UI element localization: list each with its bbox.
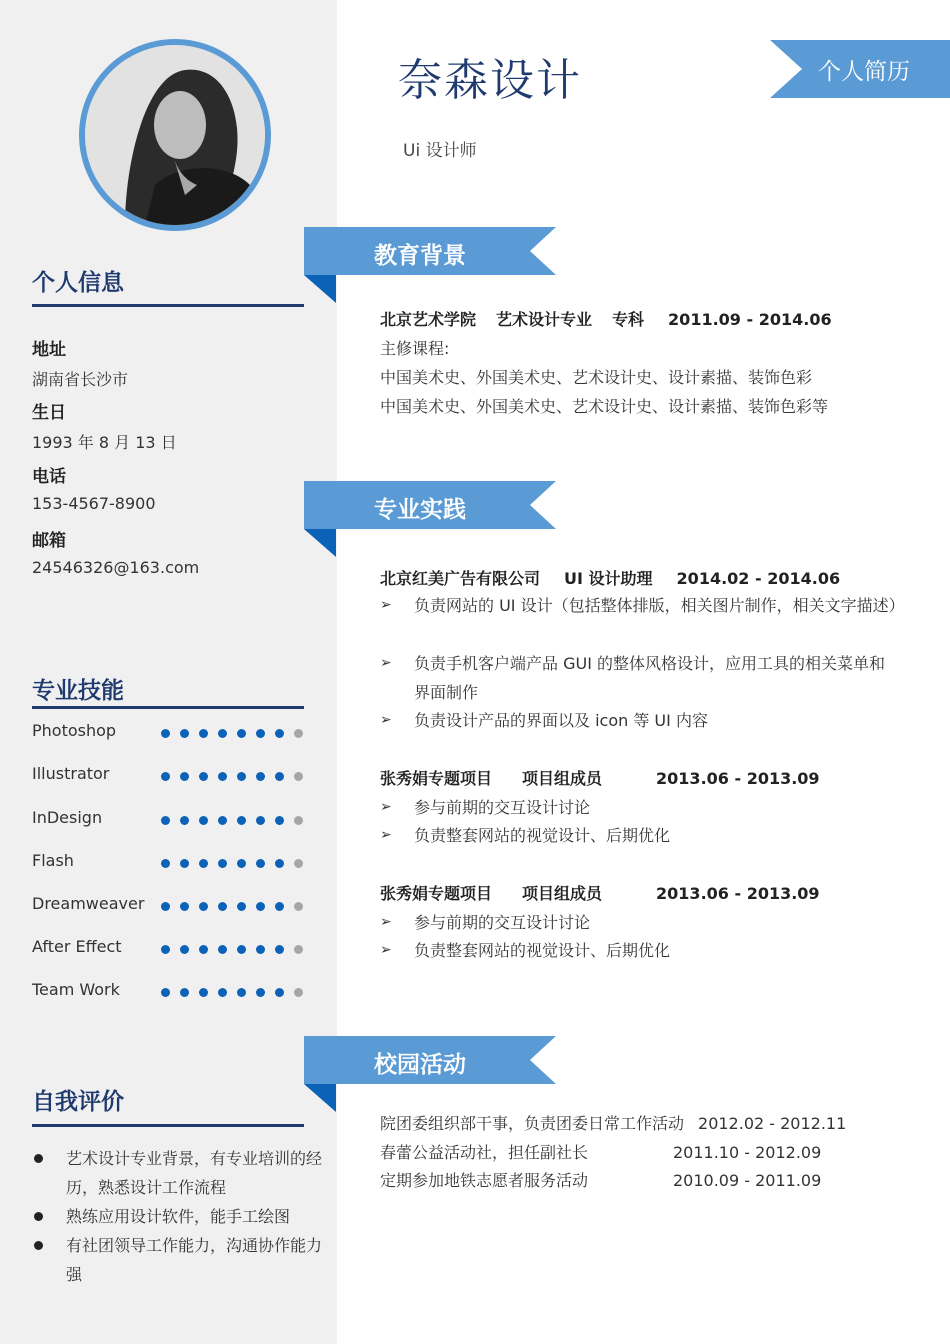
self-eval-list [32,1144,332,1289]
skill-dot-filled [199,816,208,825]
self-eval-item: 艺术设计专业背景，有专业培训的经历，熟悉设计工作流程 [32,1144,332,1202]
company-name: 张秀娟专题项目 [380,769,493,788]
skill-dot-filled [256,902,265,911]
duty-item: ➢ 参与前期的交互设计讨论 [380,908,900,937]
campus-desc: 春蕾公益活动社，担任副社长 [380,1143,589,1162]
skill-dot-empty [294,772,303,781]
resume-tag-label: 个人简历 [818,59,910,85]
skill-dot-filled [237,902,246,911]
company-name: 北京红美广告有限公司 [380,569,541,588]
skill-dot-filled [161,859,170,868]
avatar [79,39,271,231]
skill-name: After Effect [32,937,122,956]
skill-dot-filled [275,945,284,954]
skill-dot-filled [180,816,189,825]
duty-item: ➢ 负责手机客户端产品 GUI 的整体风格设计，应用工具的相关菜单和界面制作 [380,649,900,707]
campus-period: 2012.02 - 2012.11 [698,1114,847,1133]
job-role: 项目组成员 [522,884,603,903]
self-eval-rule [32,1124,304,1127]
education-title: 教育背景 [374,243,466,269]
address-value: 湖南省长沙市 [32,370,129,389]
skill-dot-filled [237,772,246,781]
skill-row [32,808,307,832]
school-name: 北京艺术学院 [380,310,477,329]
skill-dot-filled [180,988,189,997]
birth-value: 1993 年 8 月 13 日 [32,433,177,452]
email-label: 邮箱 [32,531,66,551]
skill-dot-filled [161,772,170,781]
skill-dot-filled [218,902,227,911]
skill-row [32,980,307,1004]
duty-item: ➢ 负责设计产品的界面以及 icon 等 UI 内容 [380,706,900,735]
campus-period: 2011.10 - 2012.09 [673,1143,822,1162]
personal-info-rule [32,304,304,307]
arrow-icon: ➢ [380,914,392,930]
education-header [380,307,832,330]
arrow-icon: ➢ [380,712,392,728]
skill-dot-filled [180,729,189,738]
practice-ribbon [304,481,556,557]
skills-title: 专业技能 [32,678,124,704]
campus-ribbon [304,1036,556,1112]
skill-dot-filled [256,729,265,738]
campus-desc: 定期参加地铁志愿者服务活动 [380,1171,589,1190]
phone-value: 153-4567-8900 [32,494,156,513]
skill-dot-filled [256,945,265,954]
skill-dot-filled [180,772,189,781]
skill-dot-filled [218,945,227,954]
skill-row [32,764,307,788]
skill-dot-filled [256,859,265,868]
skill-dot-filled [199,945,208,954]
arrow-icon: ➢ [380,827,392,843]
skill-row [32,721,307,745]
arrow-icon: ➢ [380,597,392,613]
skill-dot-filled [275,859,284,868]
skill-dot-filled [275,988,284,997]
skill-dot-filled [237,816,246,825]
campus-item [380,1111,846,1134]
education-period: 2011.09 - 2014.06 [668,310,832,329]
skill-dot-filled [256,988,265,997]
skill-dot-filled [237,945,246,954]
skill-name: InDesign [32,808,103,827]
skill-dot-empty [294,988,303,997]
skill-dot-filled [180,945,189,954]
skill-name: Illustrator [32,764,110,783]
degree-name: 专科 [612,310,645,329]
personal-info-title: 个人信息 [32,270,124,296]
duty-item: ➢ 参与前期的交互设计讨论 [380,793,900,822]
resume-tag [770,40,950,98]
skill-dot-filled [218,816,227,825]
job-period: 2013.06 - 2013.09 [656,769,820,788]
practice-title: 专业实践 [374,497,466,523]
skill-dot-filled [237,859,246,868]
skill-dot-empty [294,902,303,911]
name-title: 奈森设计 [398,55,582,106]
campus-title: 校园活动 [374,1052,466,1078]
campus-desc: 院团委组织部干事，负责团委日常工作活动 [380,1114,685,1133]
skill-name: Dreamweaver [32,894,145,913]
skill-dot-empty [294,729,303,738]
duty-item: ➢ 负责整套网站的视觉设计、后期优化 [380,936,900,965]
email-value: 24546326@163.com [32,558,200,577]
skill-dot-filled [237,729,246,738]
arrow-icon: ➢ [380,655,392,671]
campus-item [380,1140,821,1163]
job-title: Ui 设计师 [403,141,477,161]
birth-label: 生日 [32,403,66,423]
skill-dot-filled [180,859,189,868]
phone-label: 电话 [32,467,66,487]
self-eval-item: 熟练应用设计软件，能手工绘图 [32,1202,332,1231]
skill-dot-filled [161,816,170,825]
education-ribbon [304,227,556,303]
arrow-icon: ➢ [380,799,392,815]
job-role: 项目组成员 [522,769,603,788]
address-label: 地址 [32,340,66,360]
skill-dot-filled [218,859,227,868]
skill-dot-filled [199,729,208,738]
skill-dot-filled [275,772,284,781]
campus-item [380,1168,821,1191]
skills-rule [32,706,304,709]
skill-dot-filled [218,772,227,781]
skill-dot-empty [294,945,303,954]
job-role: UI 设计助理 [564,569,653,588]
arrow-icon: ➢ [380,942,392,958]
skill-name: Photoshop [32,721,117,740]
major-name: 艺术设计专业 [496,310,593,329]
duty-item: ➢ 负责整套网站的视觉设计、后期优化 [380,821,900,850]
profile-photo [85,45,265,225]
job-header [380,766,820,789]
skill-dot-empty [294,816,303,825]
skill-dot-filled [256,816,265,825]
skill-dot-filled [199,772,208,781]
skill-dot-filled [218,729,227,738]
skill-dot-filled [161,988,170,997]
skill-dot-filled [237,988,246,997]
skill-row [32,894,307,918]
skill-dot-filled [199,902,208,911]
courses-line: 中国美术史、外国美术史、艺术设计史、设计素描、装饰色彩 [380,368,813,387]
skill-dot-filled [275,816,284,825]
skill-dot-filled [161,902,170,911]
skill-dot-filled [218,988,227,997]
skill-dot-filled [180,902,189,911]
skill-dot-filled [199,859,208,868]
self-eval-title: 自我评价 [32,1089,124,1115]
job-header [380,566,840,589]
campus-period: 2010.09 - 2011.09 [673,1171,822,1190]
job-period: 2013.06 - 2013.09 [656,884,820,903]
job-header [380,881,820,904]
skill-dot-filled [199,988,208,997]
job-period: 2014.02 - 2014.06 [676,569,841,588]
skill-dot-filled [256,772,265,781]
skill-row [32,851,307,875]
skill-dot-filled [161,945,170,954]
skill-row [32,937,307,961]
skill-dot-filled [275,729,284,738]
self-eval-item: 有社团领导工作能力，沟通协作能力强 [32,1231,332,1289]
duty-item: ➢ 负责网站的 UI 设计（包括整体排版，相关图片制作，相关文字描述） [380,591,900,620]
skill-dot-empty [294,859,303,868]
skill-name: Team Work [32,980,120,999]
courses-line: 中国美术史、外国美术史、艺术设计史、设计素描、装饰色彩等 [380,397,829,416]
skill-name: Flash [32,851,74,870]
courses-label: 主修课程: [380,339,450,358]
skill-dot-filled [161,729,170,738]
skill-dot-filled [275,902,284,911]
company-name: 张秀娟专题项目 [380,884,493,903]
